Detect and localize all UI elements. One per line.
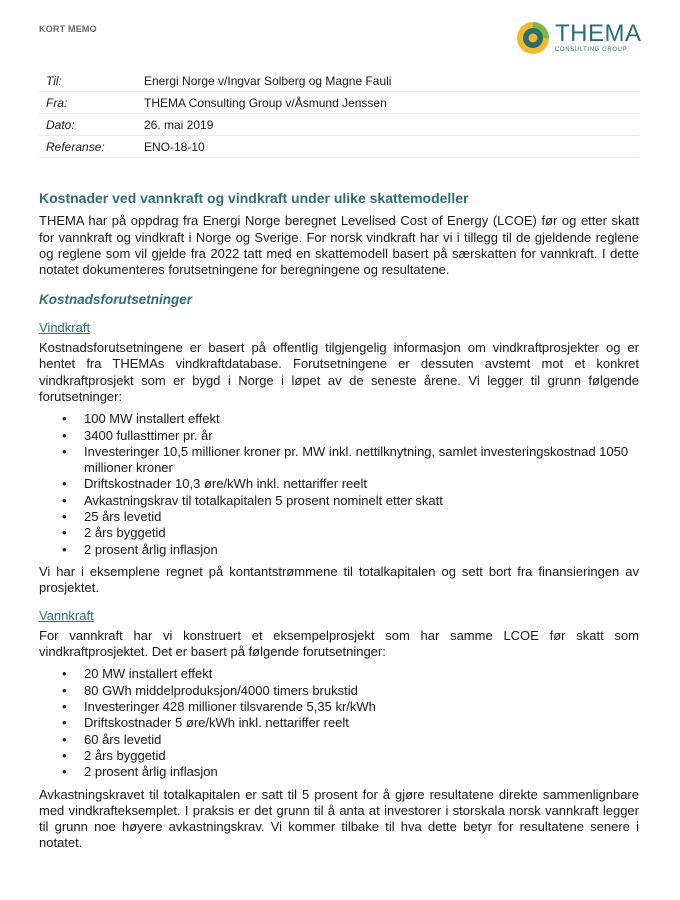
bullet-icon: •: [62, 731, 67, 747]
list-item-text: 2 års byggetid: [84, 747, 166, 763]
list-item-text: 80 GWh middelproduksjon/4000 timers brukstid: [84, 682, 358, 698]
meta-label: Til:: [39, 70, 142, 92]
list-item: [39, 715, 639, 731]
list-item: [39, 764, 639, 780]
memo-metadata-table: [39, 70, 639, 158]
list-item-text: 100 MW installert effekt: [84, 411, 220, 427]
list-item-text: Driftskostnader 5 øre/kWh inkl. nettariffer reelt: [84, 715, 349, 731]
list-item-text: 2 prosent årlig inflasjon: [84, 541, 218, 557]
section-heading-cost-assumptions: Kostnadsforutsetninger: [39, 292, 193, 308]
subheading-wind: Vindkraft: [39, 319, 91, 335]
thema-logo-icon: [515, 19, 551, 55]
list-item: [39, 748, 639, 764]
list-item: [39, 525, 639, 541]
intro-paragraph: THEMA har på oppdrag fra Energi Norge beregnet Levelised Cost of Energy (LCOE) før og etter skatt for vannkraft og vindkraft i Norge og Sverige. For norsk vindkraft har vi i tillegg til de gjeldende reglene og reglene som vil gjelde fra 2022 tatt med en skattemodell basert på særskatten for vannkraft. I dette notatet dokumenteres forutsetningene for beregningene og resultatene.: [39, 213, 639, 278]
list-item-text: Avkastningskrav til totalkapitalen 5 prosent nominelt etter skatt: [84, 492, 443, 508]
meta-label: Fra:: [39, 92, 142, 114]
wind-paragraph: Kostnadsforutsetningene er basert på offentlig tilgjengelig informasjon om vindkraftprosjekter og er hentet fra THEMAs vindkraftdatabase. Forutsetningene er dessuten avstemt mot et konkret vindkraftprosjekt som er bygd i Norge i løpet av de seneste årene. Vi legger til grunn følgende forutsetninger:: [39, 340, 639, 404]
list-item: [39, 411, 639, 427]
document-title: Kostnader ved vannkraft og vindkraft under ulike skattemodeller: [39, 190, 469, 206]
meta-value: Energi Norge v/Ingvar Solberg og Magne Fauli: [142, 70, 639, 92]
list-item-text: 25 års levetid: [84, 509, 162, 525]
bullet-icon: •: [62, 699, 67, 715]
meta-row-til: [39, 70, 639, 92]
meta-value: 26. mai 2019: [142, 114, 639, 136]
memo-body: [39, 190, 639, 852]
bullet-icon: •: [62, 427, 67, 443]
bullet-icon: •: [62, 682, 67, 698]
list-item: [39, 476, 639, 492]
list-item-text: 3400 fullasttimer pr. år: [84, 427, 213, 443]
wind-assumptions-list: [39, 411, 639, 558]
logo-name: THEMA: [555, 19, 642, 47]
bullet-icon: •: [62, 476, 67, 492]
bullet-icon: •: [62, 715, 67, 731]
hydro-assumptions-list: [39, 666, 639, 780]
list-item: [39, 666, 639, 682]
meta-row-referanse: [39, 136, 639, 158]
meta-value: ENO-18-10: [142, 136, 639, 158]
bullet-icon: •: [62, 747, 67, 763]
bullet-icon: •: [62, 764, 67, 780]
list-item-text: 2 års byggetid: [84, 525, 166, 541]
meta-label: Dato:: [39, 114, 142, 136]
list-item: [39, 428, 639, 444]
list-item-text: Investeringer 10,5 millioner kroner pr. MW inkl. nettilknytning, samlet investeringskostnad 1050 millioner kroner: [84, 443, 629, 476]
bullet-icon: •: [62, 411, 67, 427]
list-item: [39, 444, 639, 477]
list-item: [39, 699, 639, 715]
list-item: [39, 732, 639, 748]
meta-row-dato: [39, 114, 639, 136]
list-item-text: 20 MW installert effekt: [84, 666, 213, 682]
thema-logo: [515, 19, 642, 55]
list-item-text: Driftskostnader 10,3 øre/kWh inkl. nettariffer reelt: [84, 476, 367, 492]
logo-subtitle: CONSULTING GROUP: [555, 46, 628, 53]
memo-type-label: KORT MEMO: [39, 24, 97, 34]
hydro-closing-paragraph: Avkastningskravet til totalkapitalen er satt til 5 prosent for å gjøre resultatene direkte sammenlignbare med vindkrafteksemplet. I praksis er det grunn til å anta at investorer i storskala norsk vannkraft legger til grunn noe høyere avkastningskrav. Vi kommer tilbake til hva dette betyr for resultatene senere i notatet.: [39, 786, 639, 851]
bullet-icon: •: [62, 443, 67, 459]
bullet-icon: •: [62, 509, 67, 525]
list-item-text: 2 prosent årlig inflasjon: [84, 764, 218, 780]
list-item: [39, 493, 639, 509]
list-item: [39, 683, 639, 699]
list-item-text: Investeringer 428 millioner tilsvarende 5,35 kr/kWh: [84, 699, 376, 715]
list-item: [39, 509, 639, 525]
bullet-icon: •: [62, 541, 67, 557]
list-item: [39, 542, 639, 558]
meta-value: THEMA Consulting Group v/Åsmund Jenssen: [142, 92, 639, 114]
bullet-icon: •: [62, 525, 67, 541]
subheading-hydro: Vannkraft: [39, 607, 94, 623]
meta-row-fra: [39, 92, 639, 114]
meta-label: Referanse:: [39, 136, 142, 158]
wind-closing-paragraph: Vi har i eksemplene regnet på kontantstrømmene til totalkapitalen og sett bort fra finansieringen av prosjektet.: [39, 563, 639, 596]
hydro-paragraph: For vannkraft har vi konstruert et eksempelprosjekt som har samme LCOE før skatt som vindkraftprosjektet. Det er basert på følgende forutsetninger:: [39, 627, 639, 660]
bullet-icon: •: [62, 492, 67, 508]
list-item-text: 60 års levetid: [84, 731, 162, 747]
bullet-icon: •: [62, 666, 67, 682]
